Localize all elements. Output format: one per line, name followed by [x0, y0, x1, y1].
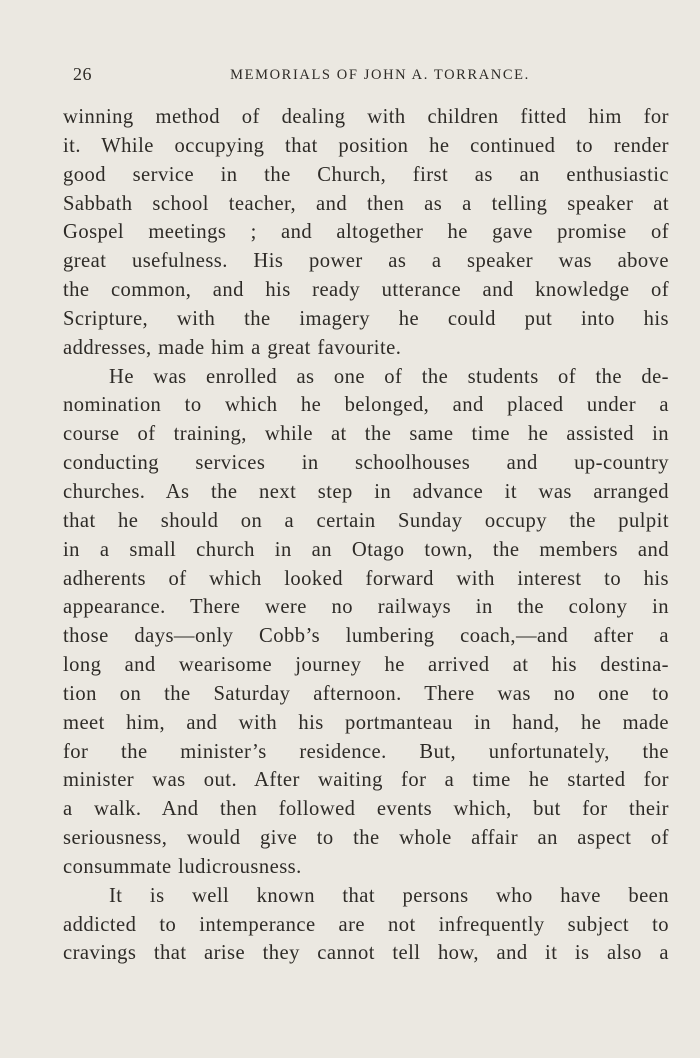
text-line: minister was out. After waiting for a time he started for	[63, 769, 669, 792]
text-line: long and wearisome journey he arrived at his destina-	[63, 654, 669, 677]
text-line: He was enrolled as one of the students of the de-	[109, 365, 669, 388]
text-line: for the minister’s residence. But, unfortunately, the	[63, 740, 669, 763]
text-line: winning method of dealing with children fitted him for	[63, 106, 669, 128]
text-line: addicted to intemperance are not infrequently subject to	[63, 913, 669, 936]
text-line: Sabbath school teacher, and then as a telling speaker at	[63, 192, 669, 215]
text-line: It is well known that persons who have been	[109, 884, 669, 907]
text-line: addresses, made him a great favourite.	[63, 336, 402, 359]
text-line: conducting services in schoolhouses and up-country	[63, 452, 669, 475]
text-line: Scripture, with the imagery he could put into his	[63, 307, 669, 330]
text-line: good service in the Church, first as an enthusiastic	[63, 163, 669, 186]
text-line: those days—only Cobb’s lumbering coach,—and after a	[63, 625, 669, 648]
text-line: great usefulness. His power as a speaker was above	[63, 250, 669, 273]
page-number: 26	[73, 64, 92, 84]
text-line: consummate ludicrousness.	[63, 855, 302, 878]
text-line: meet him, and with his portmanteau in hand, he made	[63, 711, 669, 734]
text-line: seriousness, would give to the whole affair an aspect of	[63, 827, 669, 850]
text-line: adherents of which looked forward with interest to his	[63, 567, 669, 590]
page-header	[63, 64, 669, 90]
text-line: Gospel meetings ; and altogether he gave promise of	[63, 221, 669, 244]
text-line: a walk. And then followed events which, but for their	[63, 798, 669, 821]
text-line: nomination to which he belonged, and placed under a	[63, 394, 669, 417]
running-head: MEMORIALS OF JOHN A. TORRANCE.	[230, 67, 530, 83]
text-line: it. While occupying that position he continued to render	[63, 134, 669, 157]
text-line: in a small church in an Otago town, the members and	[63, 538, 669, 561]
text-line: churches. As the next step in advance it was arranged	[63, 480, 669, 503]
text-line: cravings that arise they cannot tell how, and it is also a	[63, 942, 669, 965]
body-text	[63, 103, 669, 968]
text-line: course of training, while at the same time he assisted in	[63, 423, 669, 446]
text-line: appearance. There were no railways in the colony in	[63, 596, 669, 619]
text-line: that he should on a certain Sunday occupy the pulpit	[63, 509, 669, 532]
text-line: tion on the Saturday afternoon. There was no one to	[63, 682, 669, 705]
text-line: the common, and his ready utterance and knowledge of	[63, 279, 669, 302]
